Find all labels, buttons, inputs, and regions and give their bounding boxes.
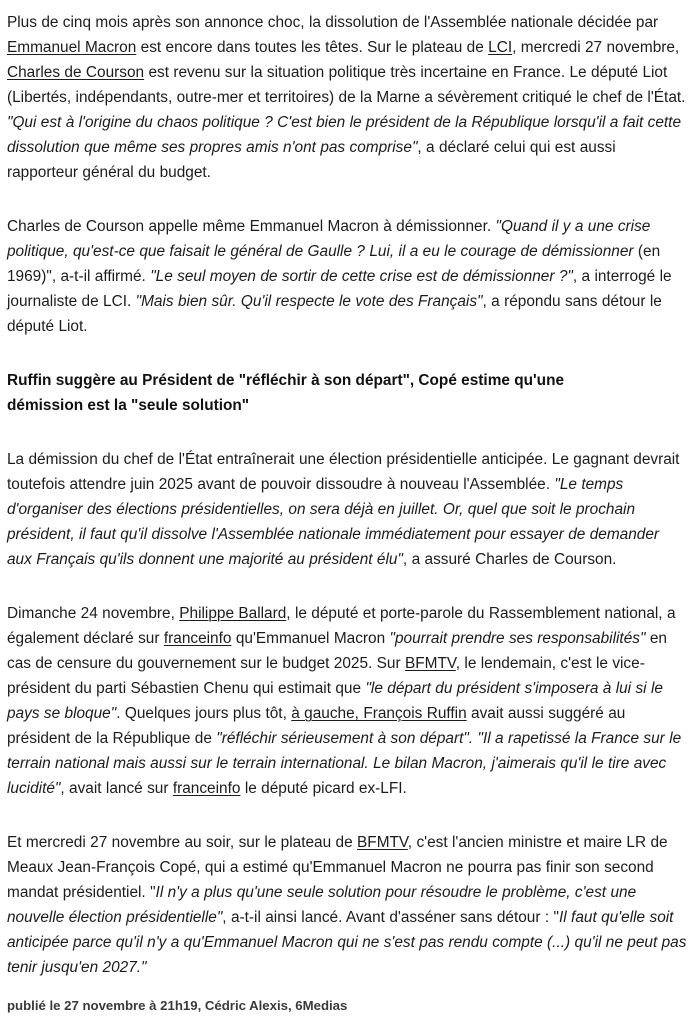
inline-text: . Quelques jours plus tôt, [116, 705, 292, 722]
inline-text: , a répondu sans détour le député Liot. [7, 293, 662, 335]
inline-text: en cas de censure du gouvernement sur le budget 2025. Sur [7, 630, 667, 672]
article-paragraph-2 [7, 214, 687, 339]
inline-link[interactable]: à gauche, François Ruffin [291, 705, 467, 722]
article-paragraph-1 [7, 10, 687, 185]
inline-text: (en 1969)", a-t-il affirmé. [7, 243, 661, 285]
byline-text: publié le 27 novembre à 21h19, Cédric Alexis, 6Medias [7, 998, 348, 1013]
inline-link[interactable]: franceinfo [163, 630, 232, 647]
inline-quote: "Qui est à l'origine du chaos politique ? C'est bien le président de la République lorsqu'il a fait cette dissolution que même ses propres amis n'ont pas comprise" [7, 114, 682, 156]
inline-quote: "réfléchir sérieusement à son départ". "Il a rapetissé la France sur le terrain national mais aussi sur le terrain international. Le bilan Macron, j'aimerais qu'il le tire avec lucidité" [7, 730, 682, 797]
inline-text: , a-t-il ainsi lancé. Avant d'asséner sans détour : " [222, 909, 559, 926]
inline-quote: "Quand il y a une crise politique, qu'est-ce que faisait le général de Gaulle ? Lui, il a eu le courage de démissionner [7, 218, 651, 260]
inline-text: Charles de Courson appelle même Emmanuel Macron à démissionner. [7, 218, 496, 235]
inline-link[interactable]: Philippe Ballard [179, 605, 287, 622]
inline-quote: "Le temps d'organiser des élections présidentielles, on sera déjà en juillet. Or, quel que soit le prochain président, il faut qu'il dissolve l'Assemblée nationale immédiatement pour essayer de demander aux Français qu'ils donnent une majorité au président élu" [7, 476, 660, 568]
inline-text: le député picard ex-LFI. [240, 780, 407, 797]
article-subheading: Ruffin suggère au Président de "réfléchir à son départ", Copé estime qu'une démission est la "seule solution" [7, 372, 565, 414]
inline-text: Dimanche 24 novembre, [7, 605, 180, 622]
inline-quote: "Le seul moyen de sortir de cette crise est de démissionner ?" [150, 268, 573, 285]
inline-text: , a déclaré celui qui est aussi rapporteur général du budget. [7, 139, 616, 181]
inline-quote: "Mais bien sûr. Qu'il respecte le vote des Français" [135, 293, 483, 310]
inline-link[interactable]: Emmanuel Macron [7, 39, 137, 56]
inline-link[interactable]: BFMTV [357, 834, 408, 851]
inline-text: , mercredi 27 novembre, [512, 39, 680, 56]
inline-text: , a interrogé le journaliste de LCI. [7, 268, 672, 310]
article-paragraph-5 [7, 830, 687, 980]
inline-text: , le lendemain, c'est le vice-président du parti Sébastien Chenu qui estimait que [7, 655, 645, 697]
inline-text: qu'Emmanuel Macron [231, 630, 390, 647]
article-byline [0, 996, 695, 1016]
inline-text: La démission du chef de l'État entraînerait une élection présidentielle anticipée. Le gagnant devrait toutefois attendre juin 2025 avant de pouvoir dissoudre à nouveau l'Assemblée. [7, 451, 680, 493]
inline-quote: Il n'y a plus qu'une seule solution pour résoudre le problème, c'est une nouvelle élection présidentielle" [7, 884, 637, 926]
inline-text: est revenu sur la situation politique très incertaine en France. Le député Liot (Libertés, indépendants, outre-mer et territoires) de la Marne a sévèrement critiqué le chef de l'État. [7, 64, 686, 106]
inline-link[interactable]: LCI [488, 39, 513, 56]
inline-text: , avait lancé sur [60, 780, 173, 797]
inline-text: , le député et porte-parole du Rassemblement national, a également déclaré sur [7, 605, 676, 647]
inline-quote: Il faut qu'elle soit anticipée parce qu'il n'y a qu'Emmanuel Macron qui ne s'est pas rendu compte (...) qu'il ne peut pas tenir jusqu'en 2027." [7, 909, 687, 976]
inline-quote: "le départ du président s'imposera à lui si le pays se bloque" [7, 680, 663, 722]
inline-text: Plus de cinq mois après son annonce choc, la dissolution de l'Assemblée nationale décidée par [7, 14, 659, 31]
article-paragraph-3 [7, 447, 687, 572]
inline-text: est encore dans toutes les têtes. Sur le plateau de [136, 39, 489, 56]
inline-link[interactable]: franceinfo [172, 780, 241, 797]
inline-text: avait aussi suggéré au président de la République de [7, 705, 626, 747]
article-paragraph-4 [7, 601, 687, 801]
inline-link[interactable]: BFMTV [405, 655, 456, 672]
inline-text: , c'est l'ancien ministre et maire LR de Meaux Jean-François Copé, qui a estimé qu'Emmanuel Macron ne pourra pas finir son second mandat présidentiel. " [7, 834, 668, 901]
inline-link[interactable]: Charles de Courson [7, 64, 145, 81]
inline-text: Et mercredi 27 novembre au soir, sur le plateau de [7, 834, 358, 851]
inline-text: , a assuré Charles de Courson. [402, 551, 617, 568]
inline-quote: "pourrait prendre ses responsabilités" [389, 630, 646, 647]
